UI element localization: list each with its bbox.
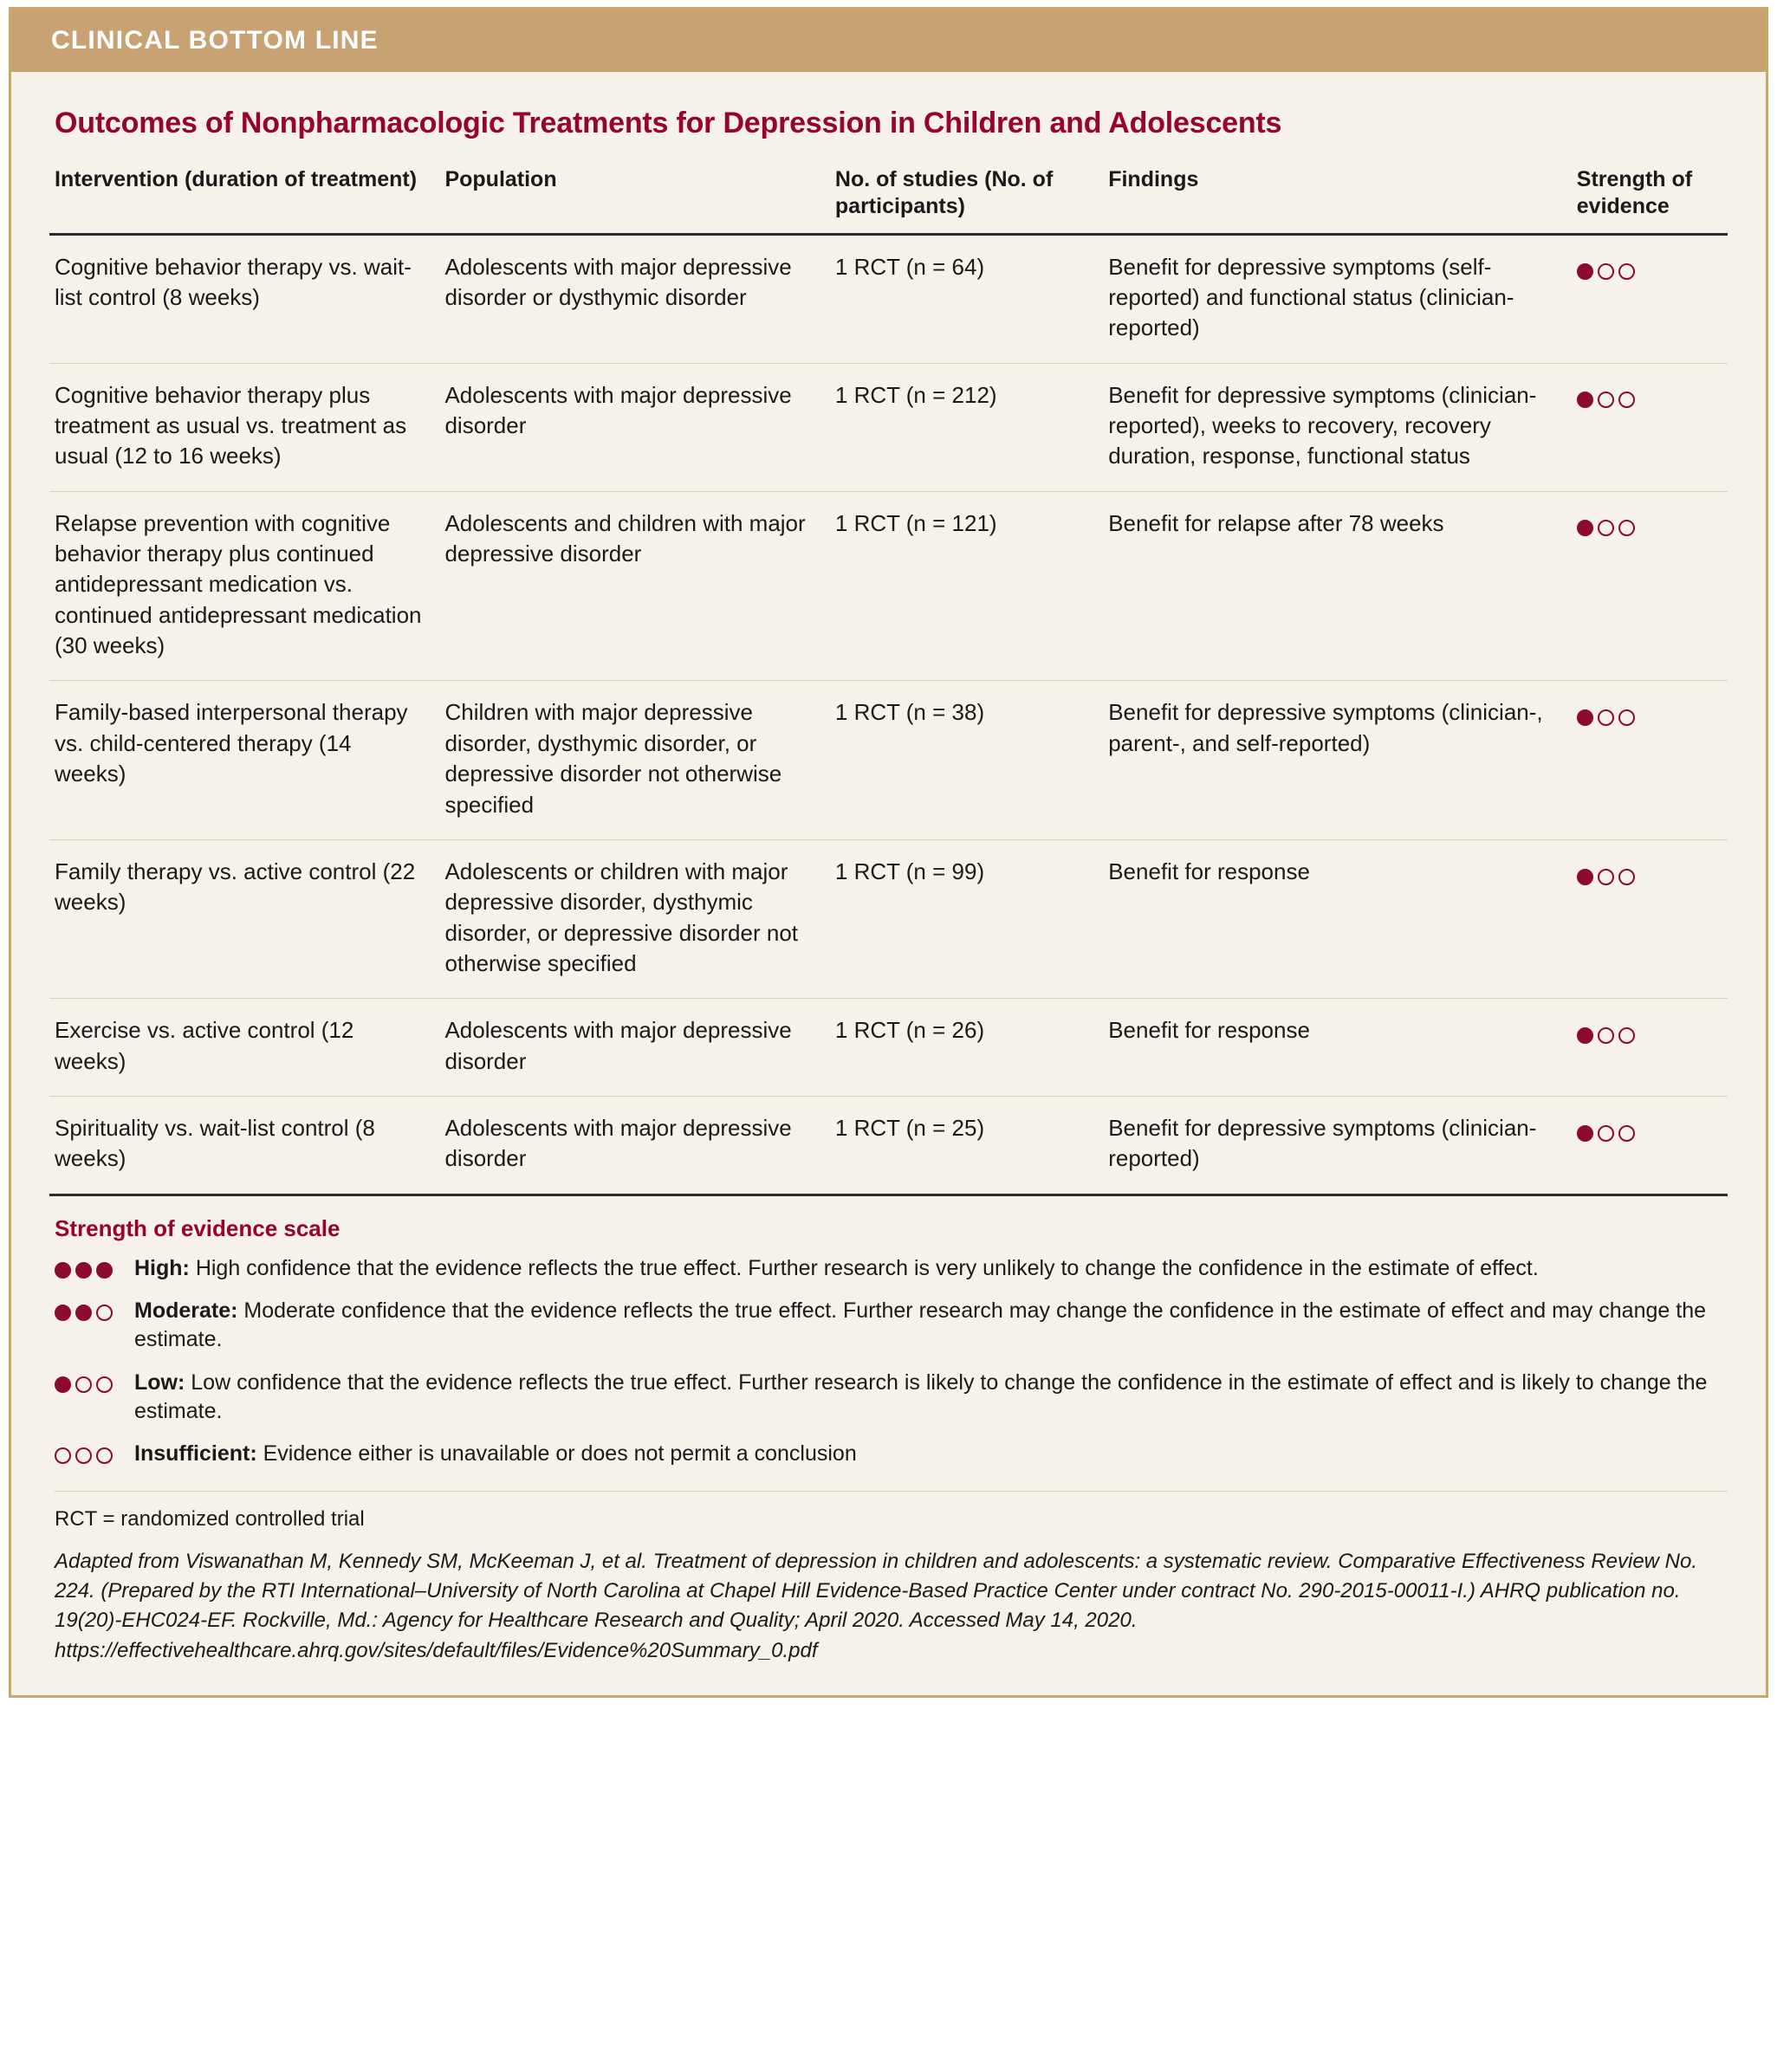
table-row — [49, 234, 1728, 363]
cell-strength — [1572, 999, 1728, 1097]
table-row — [49, 363, 1728, 491]
strength-dot — [96, 1305, 113, 1321]
source-citation: Adapted from Viswanathan M, Kennedy SM, McKeeman J, et al. Treatment of depression in children and adolescents: a systematic review. Comparative Effectiveness Review No. 224. (Prepared by the RTI International–University of North Carolina at Chapel Hill Evidence-Based Practice Center under contract No. 290-2015-00011-I.) AHRQ publication no. 19(20)-EHC024-EF. Rockville, Md.: Agency for Healthcare Research and Quality; April 2020. Accessed May 14, 2020. https://effectivehealthcare.ahrq.gov/sites/default/files/Evidence%20Summary_0.pdf — [55, 1550, 1698, 1662]
strength-dot — [55, 1447, 71, 1464]
strength-dot — [96, 1376, 113, 1393]
scale-body: Moderate confidence that the evidence reflects the true effect. Further research may change the confidence in the estimate of effect and may change the estimate. — [134, 1298, 1706, 1352]
outcomes-table — [49, 166, 1728, 1196]
table-row — [49, 839, 1728, 998]
strength-dot — [75, 1305, 92, 1321]
scale-description — [134, 1369, 1728, 1427]
scale-body: Evidence either is unavailable or does not permit a conclusion — [256, 1441, 857, 1467]
cell-intervention: Family therapy vs. active control (22 weeks) — [55, 858, 416, 916]
clinical-bottom-line-card — [9, 7, 1768, 1698]
strength-dots — [1577, 508, 1639, 542]
cell-strength — [1572, 234, 1728, 363]
scale-dots — [55, 1254, 134, 1279]
strength-dot — [1598, 263, 1614, 280]
page — [0, 7, 1777, 1698]
cell-intervention: Cognitive behavior therapy vs. wait-list control (8 weeks) — [55, 253, 412, 310]
strength-dot — [1598, 1027, 1614, 1044]
strength-dots — [55, 1259, 117, 1279]
strength-dot — [1598, 392, 1614, 408]
cell-strength — [1572, 839, 1728, 998]
strength-dot — [1577, 520, 1593, 536]
strength-dot — [1598, 709, 1614, 726]
table-body — [49, 234, 1728, 1195]
cell-population: Adolescents with major depressive disorder — [444, 1115, 792, 1172]
cell-population: Adolescents or children with major depressive disorder, dysthymic disorder, or depressive disorder not otherwise specified — [444, 858, 798, 976]
column-header-findings: Findings — [1108, 167, 1199, 191]
scale-dots — [55, 1369, 134, 1393]
cell-findings: Benefit for depressive symptoms (clinician-reported) — [1108, 1115, 1537, 1172]
scale-label: High: — [134, 1255, 190, 1280]
cell-population: Adolescents with major depressive disorder — [444, 1017, 792, 1074]
strength-dot — [1598, 520, 1614, 536]
banner-title: CLINICAL BOTTOM LINE — [11, 10, 1766, 72]
column-header-studies: No. of studies (No. of participants) — [834, 167, 1054, 219]
cell-intervention: Family-based interpersonal therapy vs. child-centered therapy (14 weeks) — [55, 699, 408, 787]
cell-findings: Benefit for response — [1108, 1017, 1310, 1044]
cell-findings: Benefit for relapse after 78 weeks — [1108, 509, 1444, 536]
cell-studies: 1 RCT (n = 64) — [834, 253, 985, 280]
table-header-row — [49, 166, 1728, 234]
cell-intervention: Exercise vs. active control (12 weeks) — [55, 1017, 354, 1074]
strength-dot — [55, 1305, 71, 1321]
scale-item — [55, 1297, 1728, 1355]
strength-dot — [1598, 1125, 1614, 1142]
page-title: Outcomes of Nonpharmacologic Treatments for Depression in Children and Adolescents — [55, 107, 1282, 139]
cell-intervention: Spirituality vs. wait-list control (8 weeks) — [55, 1115, 375, 1172]
scale-description — [134, 1254, 1539, 1283]
cell-strength — [1572, 681, 1728, 839]
strength-dot — [1577, 1027, 1593, 1044]
strength-dot — [1618, 263, 1635, 280]
strength-dots — [1577, 252, 1639, 286]
strength-dot — [55, 1262, 71, 1279]
strength-dot — [1577, 392, 1593, 408]
cell-findings: Benefit for depressive symptoms (self-reported) and functional status (clinician-reported) — [1108, 253, 1514, 341]
column-header-population: Population — [444, 167, 557, 191]
strength-dot — [1618, 709, 1635, 726]
strength-dots — [1577, 857, 1639, 890]
strength-dots — [55, 1373, 117, 1393]
scale-body: High confidence that the evidence reflects the true effect. Further research is very unlikely to change the confidence in the estimate of effect. — [189, 1255, 1539, 1280]
card-body — [11, 72, 1766, 1695]
cell-intervention: Relapse prevention with cognitive behavior therapy plus continued antidepressant medication vs. continued antidepressant medication (30 weeks) — [55, 509, 422, 659]
strength-dot — [1577, 263, 1593, 280]
table-row — [49, 999, 1728, 1097]
scale-item — [55, 1254, 1728, 1283]
strength-dot — [1598, 869, 1614, 885]
strength-dot — [75, 1376, 92, 1393]
cell-studies: 1 RCT (n = 121) — [834, 509, 997, 536]
scale-body: Low confidence that the evidence reflects the true effect. Further research is likely to change the confidence in the estimate of effect and is likely to change the estimate. — [134, 1369, 1708, 1423]
strength-dot — [55, 1376, 71, 1393]
strength-dots — [1577, 380, 1639, 414]
strength-dot — [1618, 1027, 1635, 1044]
cell-population: Adolescents and children with major depressive disorder — [444, 509, 806, 567]
cell-population: Adolescents with major depressive disorder — [444, 381, 792, 438]
column-header-intervention: Intervention (duration of treatment) — [55, 167, 418, 191]
cell-studies: 1 RCT (n = 99) — [834, 858, 985, 884]
strength-dots — [1577, 1113, 1639, 1147]
strength-dot — [75, 1447, 92, 1464]
cell-studies: 1 RCT (n = 212) — [834, 381, 997, 408]
table-row — [49, 681, 1728, 839]
cell-studies: 1 RCT (n = 25) — [834, 1115, 985, 1142]
cell-strength — [1572, 491, 1728, 681]
cell-strength — [1572, 1097, 1728, 1195]
strength-dot — [75, 1262, 92, 1279]
cell-intervention: Cognitive behavior therapy plus treatment as usual vs. treatment as usual (12 to 16 weeks) — [55, 381, 407, 469]
strength-dot — [1618, 392, 1635, 408]
scale-dots — [55, 1297, 134, 1321]
cell-findings: Benefit for depressive symptoms (clinician-reported), weeks to recovery, recovery duration, response, functional status — [1108, 381, 1537, 469]
scale-list — [49, 1254, 1728, 1469]
table-row — [49, 1097, 1728, 1195]
strength-dots — [1577, 697, 1639, 731]
cell-strength — [1572, 363, 1728, 491]
scale-dots — [55, 1440, 134, 1464]
table-row — [49, 491, 1728, 681]
table-header — [49, 166, 1728, 234]
strength-dots — [55, 1301, 117, 1321]
scale-description — [134, 1297, 1728, 1355]
scale-label: Low: — [134, 1369, 185, 1395]
strength-dot — [1618, 1125, 1635, 1142]
scale-label: Insufficient: — [134, 1441, 257, 1467]
strength-dot — [1577, 709, 1593, 726]
strength-dot — [96, 1262, 113, 1279]
column-header-strength: Strength of evidence — [1576, 167, 1693, 219]
cell-population: Adolescents with major depressive disorder or dysthymic disorder — [444, 253, 792, 310]
scale-label: Moderate: — [134, 1298, 238, 1324]
strength-dot — [1577, 1125, 1593, 1142]
strength-dot — [1618, 520, 1635, 536]
strength-dots — [1577, 1015, 1639, 1049]
cell-studies: 1 RCT (n = 26) — [834, 1017, 985, 1044]
scale-description — [134, 1440, 857, 1468]
strength-dots — [55, 1444, 117, 1464]
strength-dot — [1618, 869, 1635, 885]
cell-population: Children with major depressive disorder, dysthymic disorder, or depressive disorder not otherwise specified — [444, 699, 782, 818]
strength-dot — [1577, 869, 1593, 885]
scale-item — [55, 1440, 1728, 1468]
strength-dot — [96, 1447, 113, 1464]
cell-findings: Benefit for response — [1108, 858, 1310, 884]
scale-item — [55, 1369, 1728, 1427]
cell-studies: 1 RCT (n = 38) — [834, 699, 985, 726]
cell-findings: Benefit for depressive symptoms (clinician-, parent-, and self-reported) — [1108, 699, 1543, 756]
footnote: RCT = randomized controlled trial — [55, 1491, 1728, 1531]
scale-title: Strength of evidence scale — [55, 1214, 340, 1241]
